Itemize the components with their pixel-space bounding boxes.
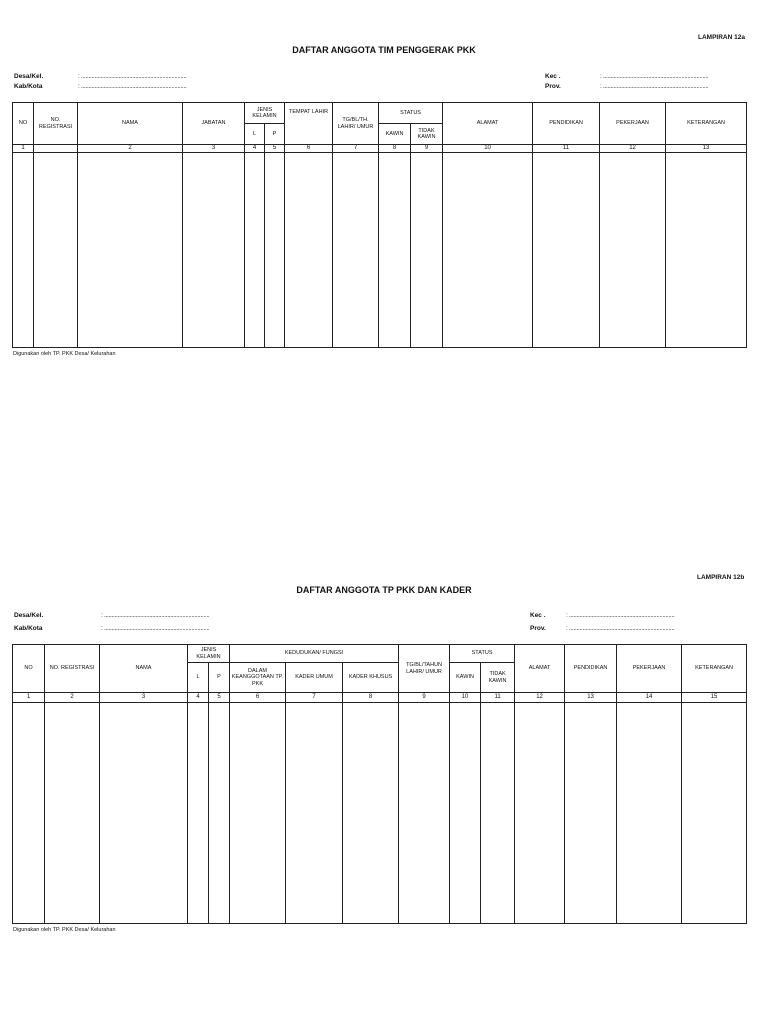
data-cell[interactable] bbox=[666, 153, 747, 348]
data-cell[interactable] bbox=[443, 153, 533, 348]
col-num: 6 bbox=[285, 145, 333, 153]
header-status: STATUS bbox=[450, 645, 515, 663]
col-num: 10 bbox=[450, 693, 481, 703]
col-num: 2 bbox=[78, 145, 183, 153]
header-kawin: KAWIN bbox=[379, 124, 411, 145]
data-cell[interactable] bbox=[245, 153, 265, 348]
header-tgl-lahir: TG/BL/TH. LAHIR/ UMUR bbox=[333, 103, 379, 145]
col-num: 15 bbox=[682, 693, 747, 703]
col-num: 5 bbox=[265, 145, 285, 153]
header-keterangan: KETERANGAN bbox=[666, 103, 747, 145]
header-kader-umum: KADER UMUM bbox=[286, 663, 343, 693]
col-num: 7 bbox=[286, 693, 343, 703]
form-b-table bbox=[12, 644, 747, 924]
data-cell[interactable] bbox=[286, 703, 343, 924]
col-num: 4 bbox=[188, 693, 209, 703]
form-a-table bbox=[12, 102, 747, 348]
prov-field-a[interactable]: : ...................................................................... bbox=[600, 83, 709, 90]
header-kader-khusus: KADER KHUSUS bbox=[343, 663, 399, 693]
header-tidak-kawin: TIDAK KAWIN bbox=[411, 124, 443, 145]
header-tidak-kawin: TIDAK KAWIN bbox=[481, 663, 515, 693]
col-num: 8 bbox=[379, 145, 411, 153]
form-a-title: DAFTAR ANGGOTA TIM PENGGERAK PKK bbox=[292, 45, 476, 55]
data-cell[interactable] bbox=[600, 153, 666, 348]
data-cell[interactable] bbox=[399, 703, 450, 924]
header-no: NO bbox=[13, 645, 45, 693]
data-cell[interactable] bbox=[515, 703, 565, 924]
data-cell[interactable] bbox=[183, 153, 245, 348]
data-cell[interactable] bbox=[230, 703, 286, 924]
col-num: 8 bbox=[343, 693, 399, 703]
header-pendidikan: PENDIDIKAN bbox=[533, 103, 600, 145]
header-kawin: KAWIN bbox=[450, 663, 481, 693]
data-cell[interactable] bbox=[533, 153, 600, 348]
kab-label-a: Kab/Kota bbox=[14, 83, 43, 90]
lampiran-12b-label: LAMPIRAN 12b bbox=[697, 574, 745, 581]
data-cell[interactable] bbox=[411, 153, 443, 348]
kec-field-b[interactable]: : ...................................................................... bbox=[566, 612, 675, 619]
kab-field-a[interactable]: : ...................................................................... bbox=[78, 83, 187, 90]
header-jenis-kelamin: JENIS KELAMIN bbox=[245, 103, 285, 124]
header-keterangan: KETERANGAN bbox=[682, 645, 747, 693]
col-num bbox=[34, 145, 78, 153]
col-num: 3 bbox=[183, 145, 245, 153]
prov-label-b: Prov. bbox=[530, 625, 546, 632]
header-alamat: ALAMAT bbox=[515, 645, 565, 693]
data-cell[interactable] bbox=[78, 153, 183, 348]
header-tempat-lahir: TEMPAT LAHIR bbox=[285, 103, 333, 145]
kec-label-a: Kec . bbox=[545, 73, 561, 80]
header-status: STATUS bbox=[379, 103, 443, 124]
data-cell[interactable] bbox=[13, 153, 34, 348]
lampiran-12a-label: LAMPIRAN 12a bbox=[698, 34, 745, 41]
col-num: 5 bbox=[209, 693, 230, 703]
form-a-note: Digunakan oleh TP. PKK Desa/ Kelurahan bbox=[13, 351, 116, 357]
header-no-registrasi: NO. REGISTRASI bbox=[45, 645, 100, 693]
header-nama: NAMA bbox=[100, 645, 188, 693]
header-p: P bbox=[209, 663, 230, 693]
data-cell[interactable] bbox=[265, 153, 285, 348]
header-nama: NAMA bbox=[78, 103, 183, 145]
data-cell[interactable] bbox=[100, 703, 188, 924]
header-tgl-lahir: TG/BL/TAHUN LAHIR/ UMUR bbox=[399, 645, 450, 693]
col-num: 7 bbox=[333, 145, 379, 153]
col-num: 11 bbox=[533, 145, 600, 153]
data-cell[interactable] bbox=[379, 153, 411, 348]
col-num: 1 bbox=[13, 693, 45, 703]
col-num: 1 bbox=[13, 145, 34, 153]
header-no: NO bbox=[13, 103, 34, 145]
data-cell[interactable] bbox=[188, 703, 209, 924]
desa-field-a[interactable]: : ...................................................................... bbox=[78, 73, 187, 80]
col-num: 11 bbox=[481, 693, 515, 703]
col-num: 9 bbox=[411, 145, 443, 153]
col-num: 12 bbox=[600, 145, 666, 153]
data-cell[interactable] bbox=[450, 703, 481, 924]
data-cell[interactable] bbox=[343, 703, 399, 924]
data-cell[interactable] bbox=[209, 703, 230, 924]
header-l: L bbox=[188, 663, 209, 693]
prov-label-a: Prov. bbox=[545, 83, 561, 90]
col-num: 6 bbox=[230, 693, 286, 703]
header-pendidikan: PENDIDIKAN bbox=[565, 645, 617, 693]
kab-label-b: Kab/Kota bbox=[14, 625, 43, 632]
kec-field-a[interactable]: : ...................................................................... bbox=[600, 73, 709, 80]
data-cell[interactable] bbox=[617, 703, 682, 924]
col-num: 14 bbox=[617, 693, 682, 703]
header-pekerjaan: PEKERJAAN bbox=[617, 645, 682, 693]
header-no-registrasi: NO. REGISTRASI bbox=[34, 103, 78, 145]
header-pekerjaan: PEKERJAAN bbox=[600, 103, 666, 145]
col-num: 9 bbox=[399, 693, 450, 703]
header-jabatan: JABATAN bbox=[183, 103, 245, 145]
col-num: 13 bbox=[565, 693, 617, 703]
col-num: 3 bbox=[100, 693, 188, 703]
kab-field-b[interactable]: : ...................................................................... bbox=[101, 625, 210, 632]
table-row bbox=[13, 153, 747, 348]
data-cell[interactable] bbox=[285, 153, 333, 348]
col-num: 2 bbox=[45, 693, 100, 703]
header-dalam-keanggotaan: DALAM KEANGGOTAAN TP. PKK bbox=[230, 663, 286, 693]
header-alamat: ALAMAT bbox=[443, 103, 533, 145]
data-cell[interactable] bbox=[34, 153, 78, 348]
data-cell[interactable] bbox=[13, 703, 45, 924]
col-num: 10 bbox=[443, 145, 533, 153]
col-num: 12 bbox=[515, 693, 565, 703]
header-l: L bbox=[245, 124, 265, 145]
data-cell[interactable] bbox=[565, 703, 617, 924]
data-cell[interactable] bbox=[682, 703, 747, 924]
form-b-note: Digunakan oleh TP. PKK Desa/ Kelurahan bbox=[13, 927, 116, 933]
desa-label-a: Desa/Kel. bbox=[14, 73, 44, 80]
desa-label-b: Desa/Kel. bbox=[14, 612, 44, 619]
data-cell[interactable] bbox=[481, 703, 515, 924]
table-row bbox=[13, 703, 747, 924]
form-b-title: DAFTAR ANGGOTA TP PKK DAN KADER bbox=[296, 585, 472, 595]
desa-field-b[interactable]: : ...................................................................... bbox=[101, 612, 210, 619]
header-kedudukan: KEDUDUKAN/ FUNGSI bbox=[230, 645, 399, 663]
header-p: P bbox=[265, 124, 285, 145]
kec-label-b: Kec . bbox=[530, 612, 546, 619]
col-num: 4 bbox=[245, 145, 265, 153]
data-cell[interactable] bbox=[333, 153, 379, 348]
data-cell[interactable] bbox=[45, 703, 100, 924]
prov-field-b[interactable]: : ...................................................................... bbox=[566, 625, 675, 632]
header-jenis-kelamin: JENIS KELAMIN bbox=[188, 645, 230, 663]
col-num: 13 bbox=[666, 145, 747, 153]
